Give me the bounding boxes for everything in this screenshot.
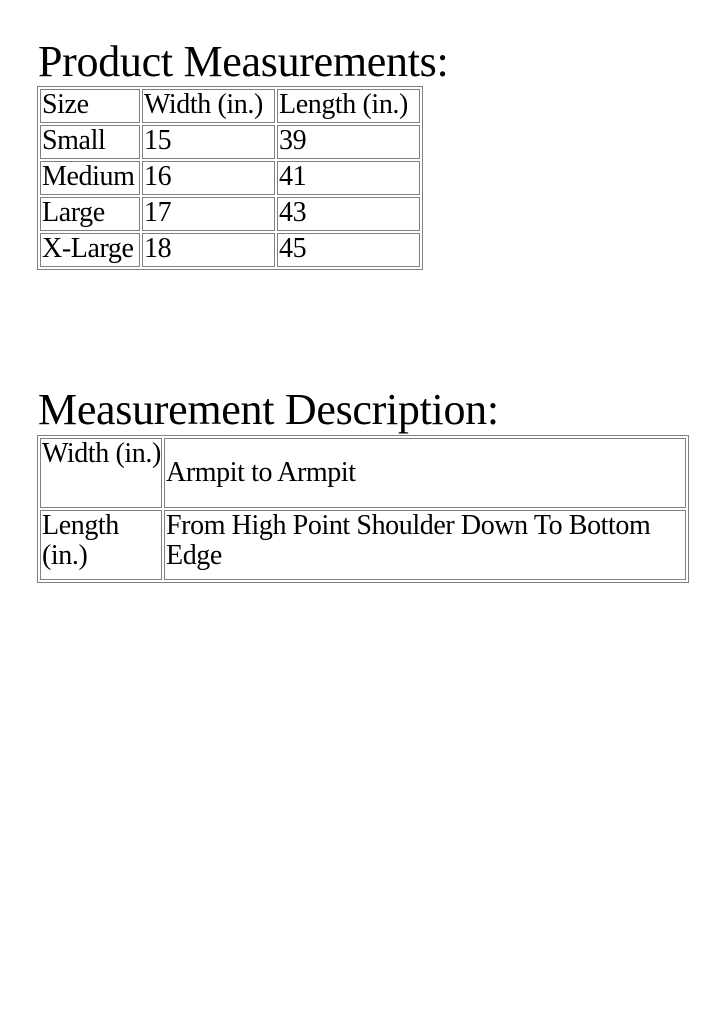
definition-cell: From High Point Shoulder Down To Bottom Edge	[164, 510, 686, 580]
term-cell: Length (in.)	[40, 510, 162, 580]
table-row	[40, 125, 420, 159]
length-cell: 45	[277, 233, 420, 267]
header-size: Size	[40, 89, 140, 123]
width-cell: 15	[142, 125, 275, 159]
size-cell: Large	[40, 197, 140, 231]
table-row	[40, 233, 420, 267]
width-cell: 16	[142, 161, 275, 195]
measurement-description-heading: Measurement Description:	[38, 385, 499, 434]
width-cell: 18	[142, 233, 275, 267]
term-cell: Width (in.)	[40, 438, 162, 508]
table-row	[40, 161, 420, 195]
width-cell: 17	[142, 197, 275, 231]
length-cell: 43	[277, 197, 420, 231]
table-header-row	[40, 89, 420, 123]
length-cell: 41	[277, 161, 420, 195]
table-row	[40, 197, 420, 231]
product-measurements-heading: Product Measurements:	[38, 37, 449, 86]
table-row	[40, 510, 686, 580]
measurements-table	[37, 86, 423, 270]
header-length: Length (in.)	[277, 89, 420, 123]
table-row	[40, 438, 686, 508]
size-cell: Small	[40, 125, 140, 159]
description-table	[37, 435, 689, 583]
length-cell: 39	[277, 125, 420, 159]
size-cell: X-Large	[40, 233, 140, 267]
size-cell: Medium	[40, 161, 140, 195]
definition-cell: Armpit to Armpit	[164, 438, 686, 508]
header-width: Width (in.)	[142, 89, 275, 123]
